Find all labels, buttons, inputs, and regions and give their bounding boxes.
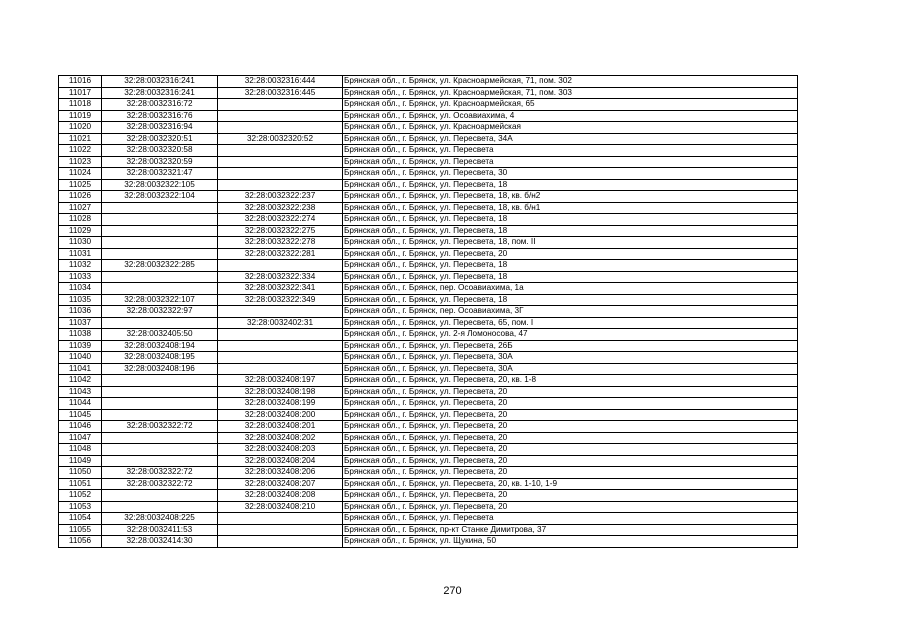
- cadastral-number-cell: [218, 340, 343, 352]
- address-cell: Брянская обл., г. Брянск, ул. Пересвета, 20: [343, 421, 798, 433]
- registry-table-body: [59, 76, 798, 548]
- cadastral-number-cell: [218, 179, 343, 191]
- table-row: [59, 352, 798, 364]
- row-number-cell: 11025: [59, 179, 102, 191]
- address-cell: Брянская обл., г. Брянск, пер. Осоавиахима, 3Г: [343, 306, 798, 318]
- parent-cadastral-number-cell: [102, 225, 218, 237]
- parent-cadastral-number-cell: 32:28:0032408:194: [102, 340, 218, 352]
- cadastral-number-cell: 32:28:0032402:31: [218, 317, 343, 329]
- table-row: [59, 306, 798, 318]
- row-number-cell: 11034: [59, 283, 102, 295]
- row-number-cell: 11036: [59, 306, 102, 318]
- table-row: [59, 237, 798, 249]
- address-cell: Брянская обл., г. Брянск, ул. Пересвета, 18: [343, 260, 798, 272]
- parent-cadastral-number-cell: 32:28:0032322:104: [102, 191, 218, 203]
- row-number-cell: 11026: [59, 191, 102, 203]
- table-row: [59, 271, 798, 283]
- table-row: [59, 490, 798, 502]
- row-number-cell: 11049: [59, 455, 102, 467]
- parent-cadastral-number-cell: [102, 202, 218, 214]
- cadastral-number-cell: 32:28:0032408:210: [218, 501, 343, 513]
- address-cell: Брянская обл., г. Брянск, ул. Пересвета, 20, кв. 1-10, 1-9: [343, 478, 798, 490]
- parent-cadastral-number-cell: 32:28:0032322:72: [102, 478, 218, 490]
- parent-cadastral-number-cell: 32:28:0032322:72: [102, 421, 218, 433]
- row-number-cell: 11035: [59, 294, 102, 306]
- table-row: [59, 87, 798, 99]
- cadastral-number-cell: 32:28:0032322:274: [218, 214, 343, 226]
- table-row: [59, 214, 798, 226]
- cadastral-number-cell: 32:28:0032408:198: [218, 386, 343, 398]
- address-cell: Брянская обл., г. Брянск, ул. Пересвета, 20: [343, 432, 798, 444]
- page-number: 270: [443, 585, 462, 597]
- row-number-cell: 11018: [59, 99, 102, 111]
- table-row: [59, 432, 798, 444]
- parent-cadastral-number-cell: 32:28:0032320:59: [102, 156, 218, 168]
- cadastral-number-cell: [218, 145, 343, 157]
- cadastral-number-cell: 32:28:0032408:206: [218, 467, 343, 479]
- address-cell: Брянская обл., г. Брянск, ул. Пересвета, 20: [343, 386, 798, 398]
- row-number-cell: 11019: [59, 110, 102, 122]
- row-number-cell: 11024: [59, 168, 102, 180]
- row-number-cell: 11044: [59, 398, 102, 410]
- table-row: [59, 329, 798, 341]
- cadastral-number-cell: [218, 329, 343, 341]
- address-cell: Брянская обл., г. Брянск, ул. Пересвета: [343, 513, 798, 525]
- row-number-cell: 11022: [59, 145, 102, 157]
- table-row: [59, 202, 798, 214]
- row-number-cell: 11038: [59, 329, 102, 341]
- cadastral-number-cell: 32:28:0032322:341: [218, 283, 343, 295]
- cadastral-number-cell: [218, 99, 343, 111]
- row-number-cell: 11046: [59, 421, 102, 433]
- row-number-cell: 11040: [59, 352, 102, 364]
- table-row: [59, 444, 798, 456]
- parent-cadastral-number-cell: 32:28:0032320:58: [102, 145, 218, 157]
- parent-cadastral-number-cell: 32:28:0032320:51: [102, 133, 218, 145]
- parent-cadastral-number-cell: 32:28:0032322:97: [102, 306, 218, 318]
- cadastral-number-cell: 32:28:0032408:207: [218, 478, 343, 490]
- address-cell: Брянская обл., г. Брянск, ул. Пересвета, 20, кв. 1-8: [343, 375, 798, 387]
- address-cell: Брянская обл., г. Брянск, ул. Пересвета, 20: [343, 444, 798, 456]
- parent-cadastral-number-cell: [102, 248, 218, 260]
- parent-cadastral-number-cell: [102, 398, 218, 410]
- cadastral-number-cell: [218, 513, 343, 525]
- parent-cadastral-number-cell: 32:28:0032405:50: [102, 329, 218, 341]
- table-row: [59, 375, 798, 387]
- parent-cadastral-number-cell: [102, 432, 218, 444]
- cadastral-number-cell: 32:28:0032408:208: [218, 490, 343, 502]
- parent-cadastral-number-cell: 32:28:0032408:225: [102, 513, 218, 525]
- row-number-cell: 11016: [59, 76, 102, 88]
- address-cell: Брянская обл., г. Брянск, ул. Красноармейская, 71, пом. 302: [343, 76, 798, 88]
- address-cell: Брянская обл., г. Брянск, ул. Пересвета, 18: [343, 225, 798, 237]
- table-row: [59, 340, 798, 352]
- cadastral-number-cell: 32:28:0032322:334: [218, 271, 343, 283]
- row-number-cell: 11050: [59, 467, 102, 479]
- row-number-cell: 11052: [59, 490, 102, 502]
- row-number-cell: 11033: [59, 271, 102, 283]
- address-cell: Брянская обл., г. Брянск, ул. Пересвета, 20: [343, 501, 798, 513]
- table-row: [59, 536, 798, 548]
- cadastral-number-cell: [218, 168, 343, 180]
- address-cell: Брянская обл., г. Брянск, ул. Пересвета, 18: [343, 271, 798, 283]
- address-cell: Брянская обл., г. Брянск, ул. Пересвета, 65, пом. I: [343, 317, 798, 329]
- address-cell: Брянская обл., г. Брянск, ул. Пересвета, 26Б: [343, 340, 798, 352]
- cadastral-number-cell: [218, 524, 343, 536]
- cadastral-number-cell: [218, 156, 343, 168]
- table-row: [59, 398, 798, 410]
- parent-cadastral-number-cell: 32:28:0032321:47: [102, 168, 218, 180]
- row-number-cell: 11053: [59, 501, 102, 513]
- parent-cadastral-number-cell: 32:28:0032316:72: [102, 99, 218, 111]
- cadastral-number-cell: 32:28:0032316:444: [218, 76, 343, 88]
- row-number-cell: 11055: [59, 524, 102, 536]
- parent-cadastral-number-cell: [102, 237, 218, 249]
- cadastral-number-cell: 32:28:0032322:281: [218, 248, 343, 260]
- table-row: [59, 145, 798, 157]
- table-row: [59, 260, 798, 272]
- table-row: [59, 76, 798, 88]
- cadastral-number-cell: [218, 260, 343, 272]
- table-row: [59, 283, 798, 295]
- row-number-cell: 11045: [59, 409, 102, 421]
- table-row: [59, 156, 798, 168]
- row-number-cell: 11051: [59, 478, 102, 490]
- cadastral-number-cell: 32:28:0032408:199: [218, 398, 343, 410]
- cadastral-number-cell: 32:28:0032322:275: [218, 225, 343, 237]
- address-cell: Брянская обл., г. Брянск, ул. Пересвета, 30А: [343, 352, 798, 364]
- row-number-cell: 11037: [59, 317, 102, 329]
- row-number-cell: 11047: [59, 432, 102, 444]
- table-row: [59, 99, 798, 111]
- parent-cadastral-number-cell: [102, 386, 218, 398]
- row-number-cell: 11056: [59, 536, 102, 548]
- cadastral-number-cell: [218, 110, 343, 122]
- table-row: [59, 467, 798, 479]
- cadastral-number-cell: 32:28:0032316:445: [218, 87, 343, 99]
- parent-cadastral-number-cell: 32:28:0032316:76: [102, 110, 218, 122]
- table-row: [59, 133, 798, 145]
- parent-cadastral-number-cell: 32:28:0032408:195: [102, 352, 218, 364]
- table-row: [59, 179, 798, 191]
- table-row: [59, 513, 798, 525]
- cadastral-number-cell: 32:28:0032408:204: [218, 455, 343, 467]
- cadastral-number-cell: 32:28:0032408:200: [218, 409, 343, 421]
- address-cell: Брянская обл., г. Брянск, ул. Осоавиахима, 4: [343, 110, 798, 122]
- address-cell: Брянская обл., г. Брянск, пр-кт Станке Димитрова, 37: [343, 524, 798, 536]
- address-cell: Брянская обл., г. Брянск, ул. Красноармейская: [343, 122, 798, 134]
- parent-cadastral-number-cell: [102, 490, 218, 502]
- table-row: [59, 110, 798, 122]
- address-cell: Брянская обл., г. Брянск, ул. Щукина, 50: [343, 536, 798, 548]
- address-cell: Брянская обл., г. Брянск, ул. Пересвета, 18, пом. II: [343, 237, 798, 249]
- address-cell: Брянская обл., г. Брянск, ул. Пересвета, 18: [343, 214, 798, 226]
- cadastral-number-cell: [218, 352, 343, 364]
- row-number-cell: 11042: [59, 375, 102, 387]
- table-row: [59, 363, 798, 375]
- row-number-cell: 11041: [59, 363, 102, 375]
- row-number-cell: 11054: [59, 513, 102, 525]
- row-number-cell: 11030: [59, 237, 102, 249]
- row-number-cell: 11029: [59, 225, 102, 237]
- cadastral-number-cell: 32:28:0032322:237: [218, 191, 343, 203]
- parent-cadastral-number-cell: [102, 444, 218, 456]
- table-row: [59, 294, 798, 306]
- address-cell: Брянская обл., г. Брянск, ул. Красноармейская, 65: [343, 99, 798, 111]
- address-cell: Брянская обл., г. Брянск, пер. Осоавиахима, 1а: [343, 283, 798, 295]
- address-cell: Брянская обл., г. Брянск, ул. Пересвета, 30: [343, 168, 798, 180]
- parent-cadastral-number-cell: 32:28:0032322:107: [102, 294, 218, 306]
- parent-cadastral-number-cell: [102, 271, 218, 283]
- cadastral-number-cell: [218, 536, 343, 548]
- address-cell: Брянская обл., г. Брянск, ул. Пересвета, 20: [343, 455, 798, 467]
- table-row: [59, 168, 798, 180]
- address-cell: Брянская обл., г. Брянск, ул. Пересвета, 34А: [343, 133, 798, 145]
- table-row: [59, 409, 798, 421]
- address-cell: Брянская обл., г. Брянск, ул. Пересвета, 18, кв. б/н1: [343, 202, 798, 214]
- cadastral-number-cell: 32:28:0032322:238: [218, 202, 343, 214]
- cadastral-number-cell: [218, 306, 343, 318]
- address-cell: Брянская обл., г. Брянск, ул. Пересвета, 18, кв. б/н2: [343, 191, 798, 203]
- parent-cadastral-number-cell: 32:28:0032408:196: [102, 363, 218, 375]
- table-row: [59, 122, 798, 134]
- address-cell: Брянская обл., г. Брянск, ул. Пересвета, 20: [343, 409, 798, 421]
- parent-cadastral-number-cell: 32:28:0032316:241: [102, 87, 218, 99]
- address-cell: Брянская обл., г. Брянск, ул. Пересвета: [343, 156, 798, 168]
- table-row: [59, 501, 798, 513]
- address-cell: Брянская обл., г. Брянск, ул. Пересвета, 18: [343, 294, 798, 306]
- row-number-cell: 11017: [59, 87, 102, 99]
- row-number-cell: 11032: [59, 260, 102, 272]
- row-number-cell: 11048: [59, 444, 102, 456]
- parent-cadastral-number-cell: 32:28:0032316:94: [102, 122, 218, 134]
- table-row: [59, 524, 798, 536]
- parent-cadastral-number-cell: 32:28:0032414:30: [102, 536, 218, 548]
- parent-cadastral-number-cell: 32:28:0032322:72: [102, 467, 218, 479]
- parent-cadastral-number-cell: [102, 501, 218, 513]
- address-cell: Брянская обл., г. Брянск, ул. Красноармейская, 71, пом. 303: [343, 87, 798, 99]
- parent-cadastral-number-cell: [102, 455, 218, 467]
- cadastral-number-cell: [218, 363, 343, 375]
- row-number-cell: 11023: [59, 156, 102, 168]
- parent-cadastral-number-cell: [102, 375, 218, 387]
- cadastral-number-cell: 32:28:0032408:203: [218, 444, 343, 456]
- parent-cadastral-number-cell: [102, 283, 218, 295]
- row-number-cell: 11021: [59, 133, 102, 145]
- parent-cadastral-number-cell: 32:28:0032322:105: [102, 179, 218, 191]
- address-cell: Брянская обл., г. Брянск, ул. Пересвета, 18: [343, 179, 798, 191]
- parent-cadastral-number-cell: 32:28:0032316:241: [102, 76, 218, 88]
- row-number-cell: 11027: [59, 202, 102, 214]
- cadastral-number-cell: 32:28:0032408:197: [218, 375, 343, 387]
- table-row: [59, 478, 798, 490]
- registry-table: [58, 75, 798, 548]
- table-row: [59, 386, 798, 398]
- table-row: [59, 421, 798, 433]
- address-cell: Брянская обл., г. Брянск, ул. Пересвета, 20: [343, 467, 798, 479]
- address-cell: Брянская обл., г. Брянск, ул. Пересвета, 20: [343, 398, 798, 410]
- parent-cadastral-number-cell: [102, 409, 218, 421]
- address-cell: Брянская обл., г. Брянск, ул. 2-я Ломоносова, 47: [343, 329, 798, 341]
- row-number-cell: 11043: [59, 386, 102, 398]
- cadastral-number-cell: 32:28:0032322:278: [218, 237, 343, 249]
- cadastral-number-cell: 32:28:0032322:349: [218, 294, 343, 306]
- cadastral-number-cell: 32:28:0032408:202: [218, 432, 343, 444]
- cadastral-number-cell: [218, 122, 343, 134]
- parent-cadastral-number-cell: [102, 317, 218, 329]
- address-cell: Брянская обл., г. Брянск, ул. Пересвета, 30А: [343, 363, 798, 375]
- parent-cadastral-number-cell: [102, 214, 218, 226]
- address-cell: Брянская обл., г. Брянск, ул. Пересвета: [343, 145, 798, 157]
- table-row: [59, 317, 798, 329]
- table-row: [59, 191, 798, 203]
- row-number-cell: 11039: [59, 340, 102, 352]
- cadastral-number-cell: 32:28:0032408:201: [218, 421, 343, 433]
- row-number-cell: 11028: [59, 214, 102, 226]
- parent-cadastral-number-cell: 32:28:0032411:53: [102, 524, 218, 536]
- table-row: [59, 455, 798, 467]
- parent-cadastral-number-cell: 32:28:0032322:285: [102, 260, 218, 272]
- table-row: [59, 225, 798, 237]
- table-row: [59, 248, 798, 260]
- cadastral-number-cell: 32:28:0032320:52: [218, 133, 343, 145]
- row-number-cell: 11020: [59, 122, 102, 134]
- address-cell: Брянская обл., г. Брянск, ул. Пересвета, 20: [343, 490, 798, 502]
- address-cell: Брянская обл., г. Брянск, ул. Пересвета, 20: [343, 248, 798, 260]
- row-number-cell: 11031: [59, 248, 102, 260]
